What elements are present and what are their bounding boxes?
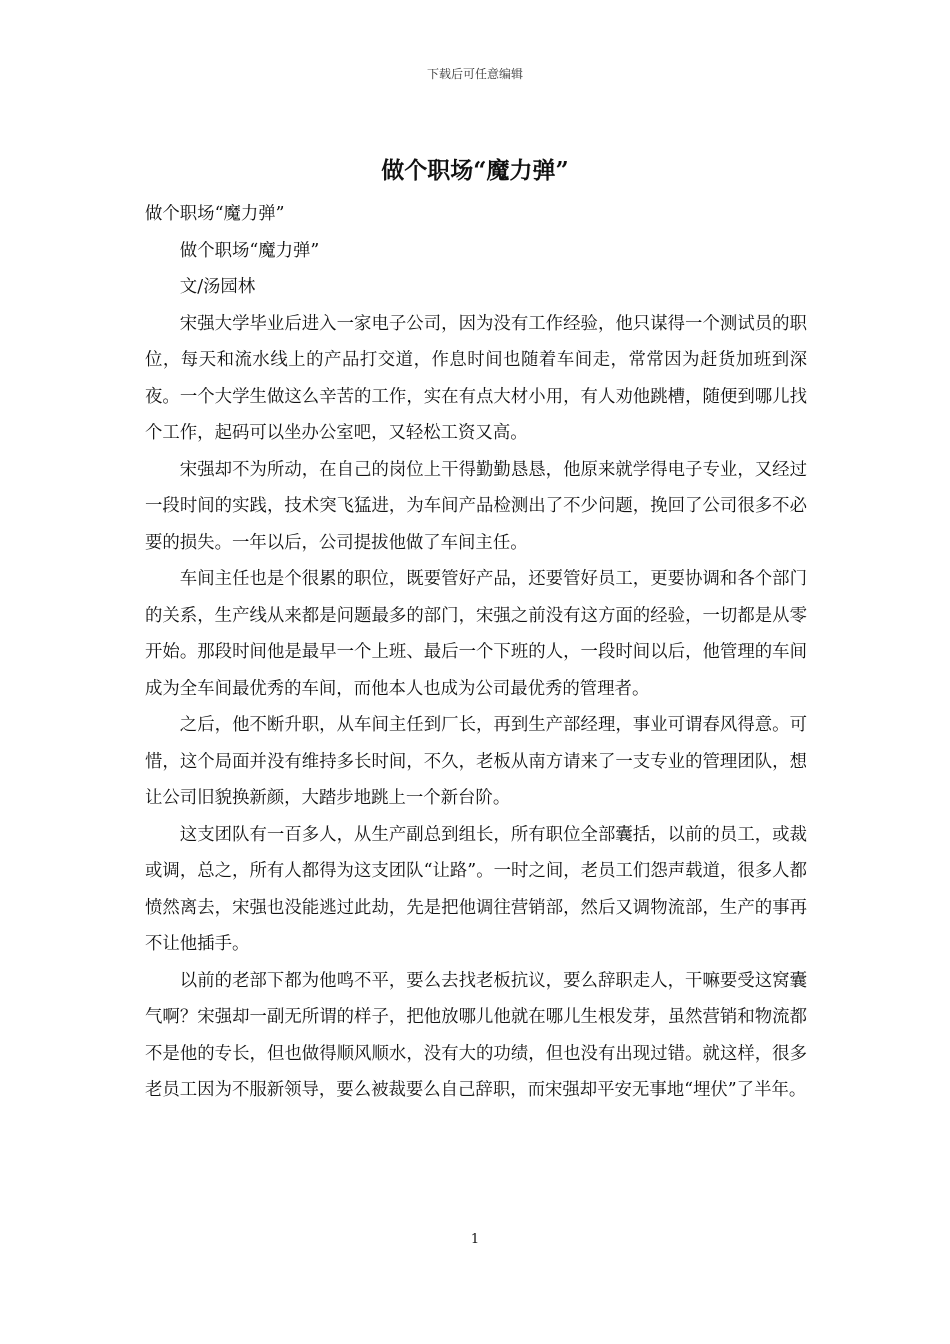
document-body [145, 196, 807, 1109]
page-number: 1 [470, 1232, 480, 1247]
subtitle-line: 做个职场“魔力弹” [145, 204, 285, 224]
subtitle-line-indented: 做个职场“魔力弹” [179, 240, 320, 261]
paragraph: 车间主任也是个很累的职位，既要管好产品，还要管好员工，更要协调和各个部门的关系，生产线从来都是问题最多的部门，宋强之前没有这方面的经验，一切都是从零开始。那段时间他是最早一个上班、最后一个下班的人，一段时间以后，他管理的车间成为全车间最优秀的车间，而他本人也成为公司最优秀的管理者。 [145, 569, 807, 699]
author-line: 文/汤园林 [179, 277, 256, 297]
paragraph: 这支团队有一百多人，从生产副总到组长，所有职位全部囊括，以前的员工，或裁或调，总之，所有人都得为这支团队“让路”。一时之间，老员工们怨声载道，很多人都愤然离去，宋强也没能逃过此劫，先是把他调往营销部，然后又调物流部，生产的事再不让他插手。 [145, 824, 807, 954]
paragraph: 宋强却不为所动，在自己的岗位上干得勤勤恳恳，他原来就学得电子专业，又经过一段时间的实践，技术突飞猛进，为车间产品检测出了不少问题，挽回了公司很多不必要的损失。一年以后，公司提拔他做了车间主任。 [145, 459, 807, 553]
document-title: 做个职场“魔力弹” [381, 157, 569, 184]
paragraph: 宋强大学毕业后进入一家电子公司，因为没有工作经验，他只谋得一个测试员的职位，每天和流水线上的产品打交道，作息时间也随着车间走，常常因为赶货加班到深夜。一个大学生做这么辛苦的工作，实在有点大材小用，有人劝他跳槽，随便到哪儿找个工作，起码可以坐办公室吧，又轻松工资又高。 [145, 313, 807, 443]
paragraph: 以前的老部下都为他鸣不平，要么去找老板抗议，要么辞职走人，干嘛要受这窝囊气啊？宋强却一副无所谓的样子，把他放哪儿他就在哪儿生根发芽，虽然营销和物流都不是他的专长，但也做得顺风顺水，没有大的功绩，但也没有出现过错。就这样，很多老员工因为不服新领导，要么被裁要么自己辞职，而宋强却平安无事地“埋伏”了半年。 [145, 970, 807, 1100]
page-header-note: 下载后可任意编辑 [426, 67, 523, 81]
paragraph: 之后，他不断升职，从车间主任到厂长，再到生产部经理，事业可谓春风得意。可惜，这个局面并没有维持多长时间，不久，老板从南方请来了一支专业的管理团队，想让公司旧貌换新颜，大踏步地跳上一个新台阶。 [145, 715, 807, 808]
